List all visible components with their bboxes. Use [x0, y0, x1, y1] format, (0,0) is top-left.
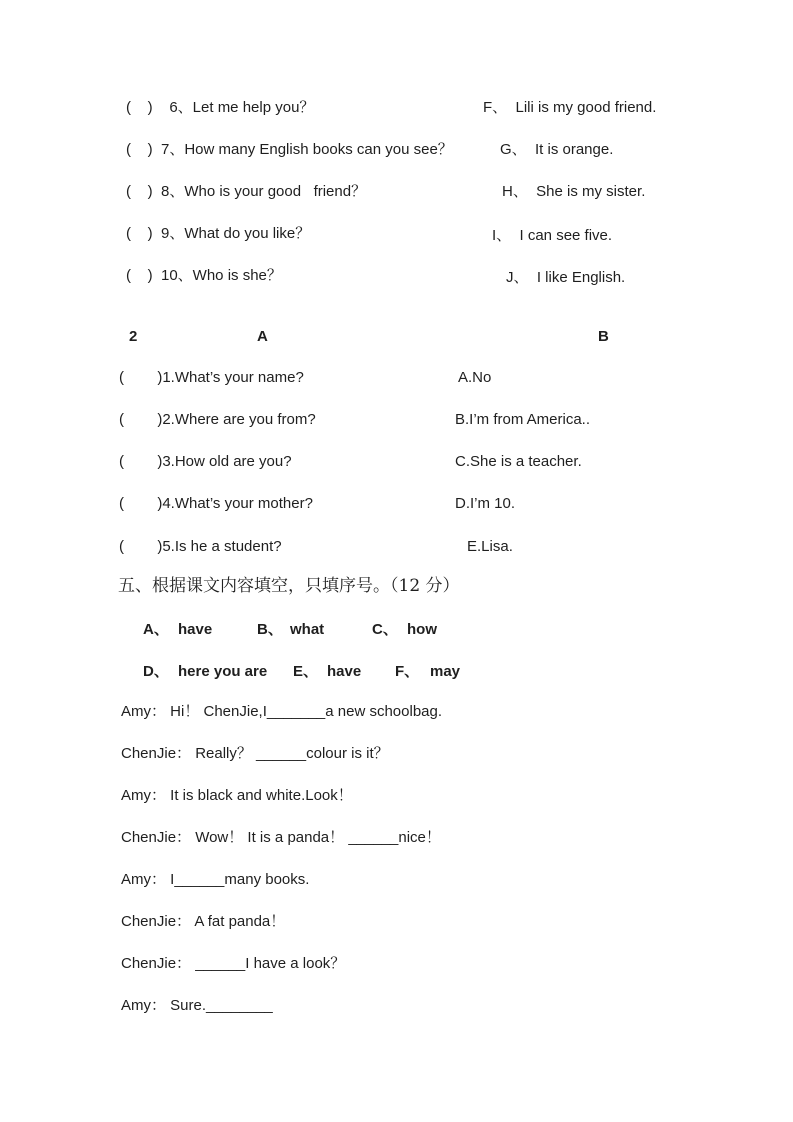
match1-question-10: ( ) 10、Who is she？	[126, 267, 282, 284]
match2-question-1: ( )1.What’s your name?	[119, 369, 304, 386]
match1-question-7: ( ) 7、How many English books can you see？	[126, 141, 453, 158]
dialogue-line-2: ChenJie： Really？ ______colour is it？	[121, 745, 389, 762]
match2-question-5: ( )5.Is he a student?	[119, 538, 282, 555]
section5-heading: 五、根据课文内容填空，只填序号。（12 分）	[118, 576, 460, 596]
match2-answer-c: C.She is a teacher.	[455, 453, 582, 470]
bank-word-a: have	[178, 621, 213, 638]
match1-answer-j: J、 I like English.	[506, 269, 626, 286]
match1-question-8: ( ) 8、Who is your good friend？	[126, 183, 367, 200]
bank-letter-f: F、	[395, 663, 420, 680]
match2-answer-b: B.I’m from America..	[455, 411, 591, 428]
dialogue-line-3: Amy： It is black and white.Look！	[121, 787, 353, 804]
match1-answer-f: F、 Lili is my good friend.	[483, 99, 657, 116]
dialogue-line-4: ChenJie： Wow！ It is a panda！ ______nice！	[121, 829, 441, 846]
bank-letter-a: A、	[143, 621, 169, 638]
bank-letter-c: C、	[372, 621, 398, 638]
dialogue-line-1: Amy： Hi！ ChenJie,I_______a new schoolbag.	[121, 703, 443, 720]
match1-question-9: ( ) 9、What do you like？	[126, 225, 311, 242]
bank-word-b: what	[290, 621, 325, 638]
match1-answer-i: I、 I can see five.	[492, 227, 613, 244]
match2-column-a-header: A	[257, 328, 268, 345]
match2-answer-e: E.Lisa.	[467, 538, 513, 555]
match2-answer-a: A.No	[458, 369, 492, 386]
bank-letter-b: B、	[257, 621, 283, 638]
match2-answer-d: D.I’m 10.	[455, 495, 516, 512]
dialogue-line-5: Amy： I______many books.	[121, 871, 310, 888]
bank-letter-d: D、	[143, 663, 169, 680]
bank-word-e: have	[327, 663, 362, 680]
dialogue-line-7: ChenJie： ______I have a look？	[121, 955, 346, 972]
dialogue-line-8: Amy： Sure.________	[121, 997, 273, 1014]
match2-question-2: ( )2.Where are you from?	[119, 411, 316, 428]
bank-word-c: how	[407, 621, 437, 638]
match2-question-4: ( )4.What’s your mother?	[119, 495, 313, 512]
match2-section-number: 2	[129, 328, 138, 345]
match2-column-b-header: B	[598, 328, 609, 345]
match1-answer-h: H、 She is my sister.	[502, 183, 646, 200]
match1-question-6: ( ) 6、Let me help you？	[126, 99, 315, 116]
bank-word-d: here you are	[178, 663, 268, 680]
dialogue-line-6: ChenJie： A fat panda！	[121, 913, 286, 930]
bank-letter-e: E、	[293, 663, 319, 680]
match2-question-3: ( )3.How old are you?	[119, 453, 292, 470]
match1-answer-g: G、 It is orange.	[500, 141, 614, 158]
bank-word-f: may	[430, 663, 461, 680]
